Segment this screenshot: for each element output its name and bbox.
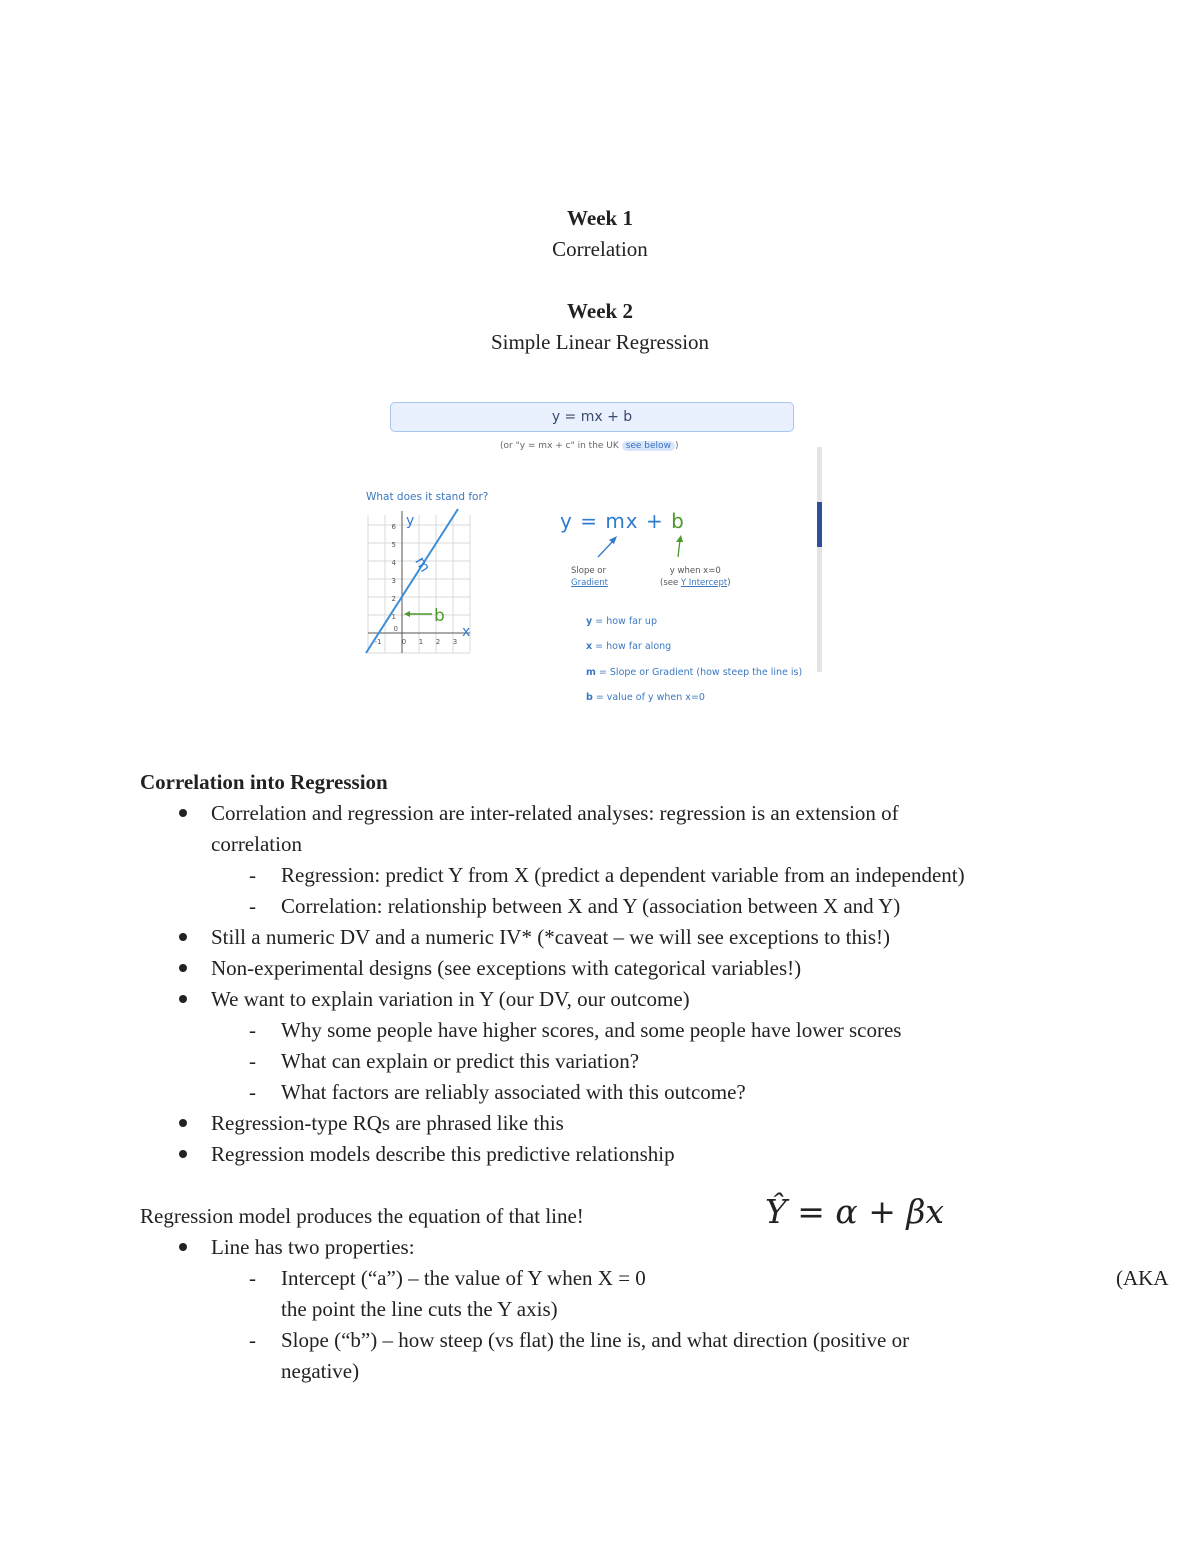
bullet-item-nonexperimental: Non-experimental designs (see exceptions with categorical variables!) <box>140 953 1060 984</box>
section-heading: Correlation into Regression <box>140 770 388 794</box>
big-eq-y: y <box>560 509 573 533</box>
week2-topic: Simple Linear Regression <box>490 330 710 354</box>
definition-x-symbol: x <box>586 641 593 652</box>
bullet-item-variation: We want to explain variation in Y (our DV, our outcome) <box>140 984 1060 1015</box>
note-suffix: ) <box>674 441 679 451</box>
bullet-item-properties: Line has two properties: <box>140 1232 1060 1263</box>
y-tick-6: 6 <box>391 523 396 531</box>
notes-section <box>140 767 1169 1387</box>
y-tick-2: 2 <box>391 595 396 603</box>
dash-item-scores: - Why some people have higher scores, and some people have lower scores <box>140 1015 1060 1046</box>
big-eq-equals: = <box>580 509 598 533</box>
big-eq-mx: mx <box>605 509 639 533</box>
bullet1-line1: Correlation and regression are inter-related analyses: regression is an extension of <box>211 801 899 825</box>
bullet-item-models: Regression models describe this predictive relationship <box>140 1139 1060 1170</box>
intercept-caption-prefix: (see <box>660 578 681 588</box>
definition-y <box>586 616 657 627</box>
y-tick-1: 1 <box>391 613 396 621</box>
x-tick-3: 3 <box>452 638 458 646</box>
y-tick-0: 0 <box>393 625 398 633</box>
intercept-text: Intercept (“a”) – the value of Y when X = 0 <box>281 1266 646 1290</box>
dash-item-explain: - What can explain or predict this variation? <box>140 1046 1060 1077</box>
x-tick-neg1: -1 <box>374 638 382 646</box>
graph-x-label: x <box>462 624 471 640</box>
slope-intercept-figure <box>360 395 830 715</box>
bullet-item-numeric: Still a numeric DV and a numeric IV* (*caveat – we will see exceptions to this!) <box>140 922 1060 953</box>
week1-title: Week 1 <box>567 206 633 230</box>
graph-y-label: y <box>406 513 415 529</box>
definition-x <box>586 641 671 652</box>
intercept-caption <box>660 565 731 589</box>
week2-title: Week 2 <box>567 299 633 323</box>
model-line-text: Regression model produces the equation of that line! <box>140 1204 584 1228</box>
see-below-link[interactable]: see below <box>622 441 675 451</box>
definition-x-text: = how far along <box>592 641 672 652</box>
slope-caption <box>571 565 608 589</box>
bullet-item-rqs: Regression-type RQs are phrased like this <box>140 1108 1060 1139</box>
dash-item-factors: - What factors are reliably associated with this outcome? <box>140 1077 1060 1108</box>
intercept-caption-line1: y when x=0 <box>669 566 721 576</box>
y-tick-4: 4 <box>391 559 396 567</box>
definition-b-text: = value of y when x=0 <box>592 692 705 703</box>
definition-b <box>586 692 705 703</box>
dash-item-correlation: - Correlation: relationship between X and Y (association between X and Y) <box>140 891 1060 922</box>
definition-y-symbol: y <box>586 616 593 627</box>
definition-m-text: = Slope or Gradient (how steep the line is) <box>595 667 803 678</box>
line-graph <box>362 507 474 657</box>
note-prefix: (or "y = mx + c" in the UK <box>500 441 619 451</box>
big-eq-b: b <box>671 509 685 533</box>
week1-topic: Correlation <box>552 237 648 261</box>
y-intercept-link[interactable]: Y Intercept <box>680 578 728 588</box>
bullet1-line2: correlation <box>211 832 302 856</box>
figure-scrollbar-thumb[interactable] <box>817 502 822 547</box>
intercept-caption-suffix: ) <box>727 578 731 588</box>
definition-m-symbol: m <box>586 667 596 678</box>
graph-m-label: m <box>411 553 435 576</box>
x-tick-2: 2 <box>435 638 441 646</box>
definition-y-text: = how far up <box>592 616 657 627</box>
gradient-link[interactable]: Gradient <box>571 578 608 588</box>
regression-line <box>366 509 458 653</box>
graph-b-label: b <box>434 606 445 626</box>
intercept-line2: the point the line cuts the Y axis) <box>281 1297 558 1321</box>
equation-note <box>500 439 678 453</box>
slope-caption-line1: Slope or <box>571 566 606 576</box>
slope-line1: - Slope (“b”) – how steep (vs flat) the line is, and what direction (positive or <box>281 1328 910 1352</box>
slope-line2: negative) <box>281 1359 360 1383</box>
x-tick-0: 0 <box>401 638 407 646</box>
y-tick-3: 3 <box>391 577 396 585</box>
y-tick-5: 5 <box>391 541 396 549</box>
dash-item-regression: - Regression: predict Y from X (predict a dependent variable from an independent) <box>140 860 1060 891</box>
figure-question: What does it stand for? <box>366 491 489 503</box>
model-line <box>140 1192 1060 1232</box>
bullet-item <box>140 798 1060 860</box>
regression-formula: Ŷ = α + βx <box>765 1192 945 1231</box>
definition-b-symbol: b <box>586 692 593 703</box>
intercept-aka: (AKA <box>1116 1266 1169 1290</box>
x-tick-1: 1 <box>418 638 424 646</box>
figure-scrollbar[interactable] <box>817 447 822 672</box>
definition-m <box>586 667 802 678</box>
equation-box: y = mx + b <box>390 402 794 432</box>
dash-item-intercept <box>140 1263 1169 1325</box>
equation-arrows <box>590 530 690 560</box>
big-eq-plus: + <box>646 509 664 533</box>
dash-item-slope <box>140 1325 1060 1387</box>
